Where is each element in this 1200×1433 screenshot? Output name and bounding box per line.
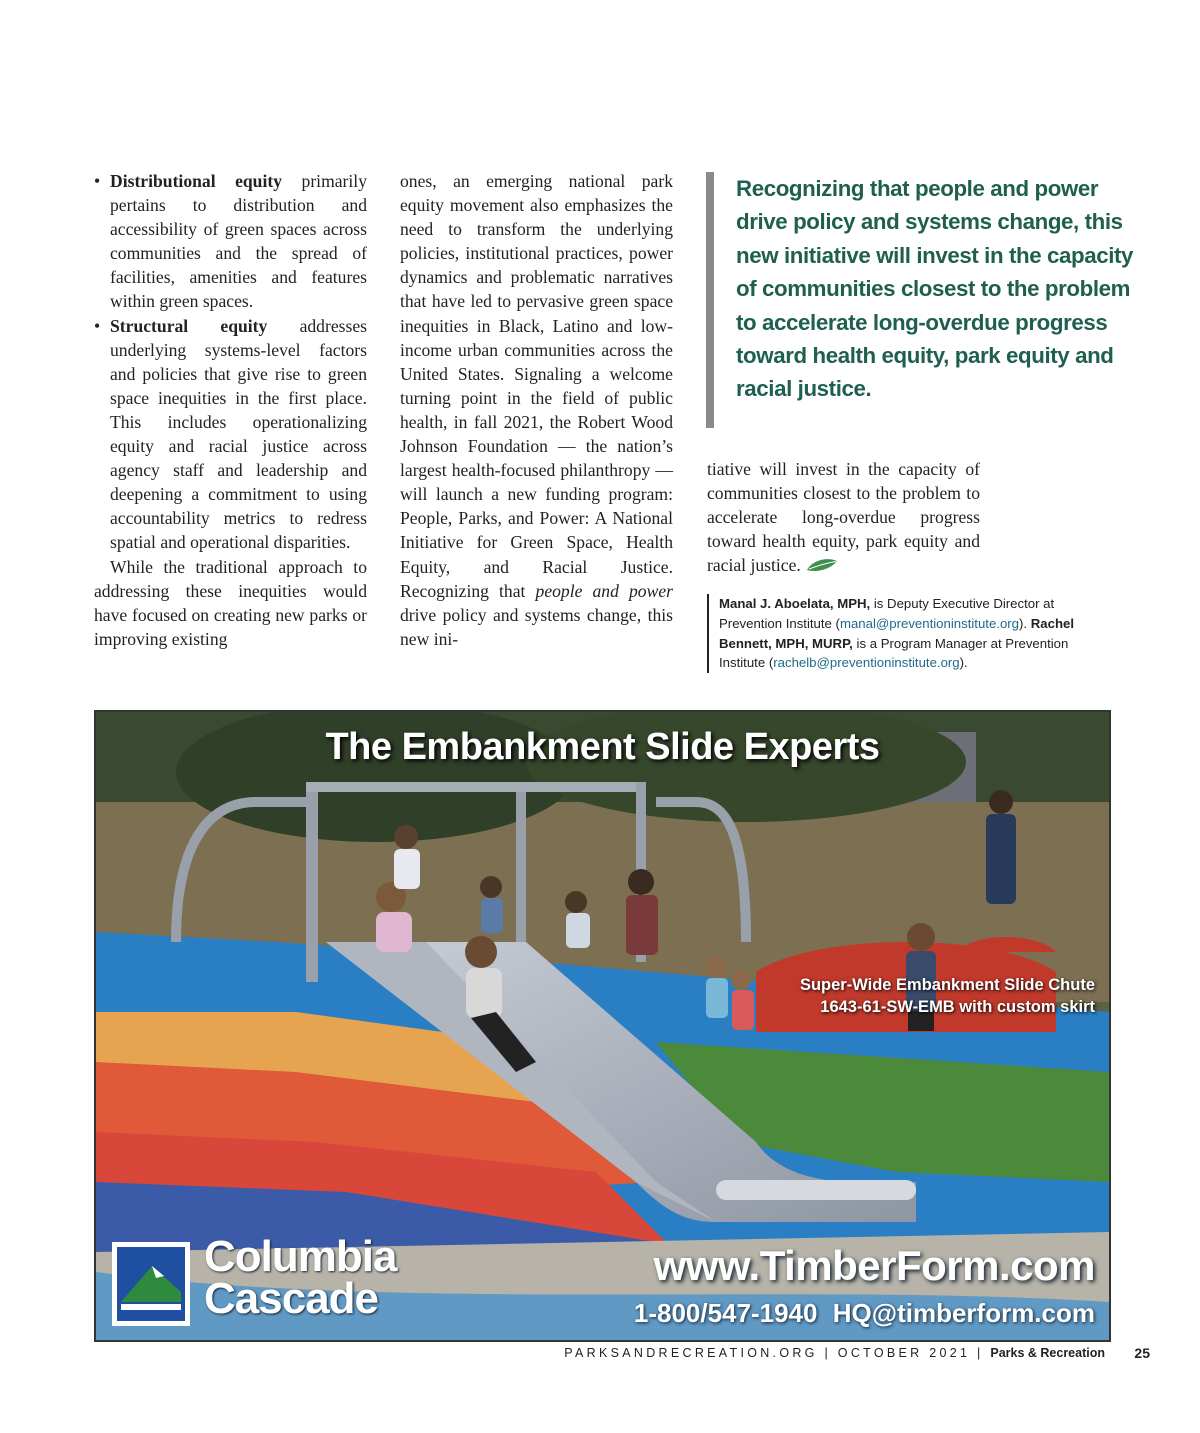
bio-text xyxy=(719,594,1114,673)
list-item xyxy=(94,314,367,555)
article-column-2 xyxy=(400,169,673,651)
footer-magazine: Parks & Recreation xyxy=(990,1346,1105,1360)
footer-site: PARKSANDRECREATION.ORG | OCTOBER 2021 | xyxy=(564,1346,991,1360)
logo-wordmark xyxy=(204,1232,397,1323)
email-link[interactable]: rachelb@preventioninstitute.org xyxy=(773,655,960,671)
leaf-end-mark-icon xyxy=(805,555,839,579)
logo-line: Cascade xyxy=(204,1274,379,1323)
author-bio xyxy=(707,594,1114,673)
caption-line: 1643-61-SW-EMB with custom skirt xyxy=(820,998,1095,1016)
body-paragraph xyxy=(400,169,673,651)
ad-website-link[interactable]: www.TimberForm.com xyxy=(653,1242,1095,1289)
body-text: ones, an emerging national park equity movement also emphasizes the need to transform the underlying policies, institutional practices, power dynamics and problematic narratives that have led to pervasive green space inequities in Black, Latino and low-income urban communities across the United States. Signaling a welcome turning point in the field of public health, in fall 2021, the Robert Wood Johnson Foundation — the nation’s largest health-focused philanthropy — will launch a new funding program: People, Parks, and Power: A National Initiative for Green Space, Health Equity, and Racial Justice. Recognizing that xyxy=(400,171,673,601)
body-paragraph xyxy=(707,457,980,579)
caption-line: Super-Wide Embankment Slide Chute xyxy=(799,976,1095,994)
page-number: 25 xyxy=(1134,1345,1150,1361)
body-text: drive policy and systems change, this new ini- xyxy=(400,604,673,649)
ad-contact-line xyxy=(634,1298,1095,1329)
pull-quote xyxy=(706,172,1136,428)
ad-phone[interactable]: 1-800/547-1940 xyxy=(633,1298,818,1328)
body-paragraph: While the traditional approach to addressing these inequities would have focused on creating new parks or improving existing xyxy=(94,556,367,649)
bullet-text: primarily pertains to distribution and accessibility of green spaces across communities and the spread of facilities, amenities and features within green spaces. xyxy=(110,171,367,312)
bullet-term: Distributional equity xyxy=(110,171,283,191)
bio-role: is Deputy Executive Director at Prevention Institute ( xyxy=(719,596,1055,631)
logo-line: Columbia xyxy=(204,1232,397,1281)
page-footer xyxy=(564,1346,1105,1360)
author-name: Rachel Bennett, MPH, MURP, xyxy=(719,615,1074,651)
ad-email-link[interactable]: HQ@timberform.com xyxy=(832,1298,1095,1328)
bio-end: ). xyxy=(959,655,968,671)
email-link[interactable]: manal@preventioninstitute.org xyxy=(839,615,1020,631)
logo xyxy=(112,1232,462,1330)
list-item xyxy=(94,169,367,314)
ad-photo-caption xyxy=(800,974,1095,1018)
author-name: Manal J. Aboelata, MPH, xyxy=(719,596,871,611)
bullet-term: Structural equity xyxy=(110,315,268,336)
bullet-text: addresses underlying systems-level factors and policies that give rise to green space inequities in the first place. This includes operationalizing equity and racial justice across agency staff and leadership and deepening a commitment to using accountability metrics to redress spatial and operational disparities. xyxy=(110,315,367,553)
bio-separator: ). xyxy=(1019,615,1031,631)
article-column-1 xyxy=(94,169,367,651)
bio-role: is a Program Manager at Prevention Institute ( xyxy=(719,635,1069,671)
body-text: tiative will invest in the capacity of communities closest to the problem to accelerate long-overdue progress toward health equity, park equity and racial justice. xyxy=(707,459,980,576)
emphasis-text: people and power xyxy=(535,580,673,601)
ad-headline: The Embankment Slide Experts xyxy=(325,726,880,768)
equity-bullet-list xyxy=(94,169,367,555)
pull-quote-text: Recognizing that people and power drive policy and systems change, this new initiative will invest in the capacity of communities closest to the problem to accelerate long-overdue progress toward health equity, park equity and racial justice. xyxy=(736,176,1134,402)
article-column-3 xyxy=(707,457,980,579)
advertisement xyxy=(94,710,1111,1342)
